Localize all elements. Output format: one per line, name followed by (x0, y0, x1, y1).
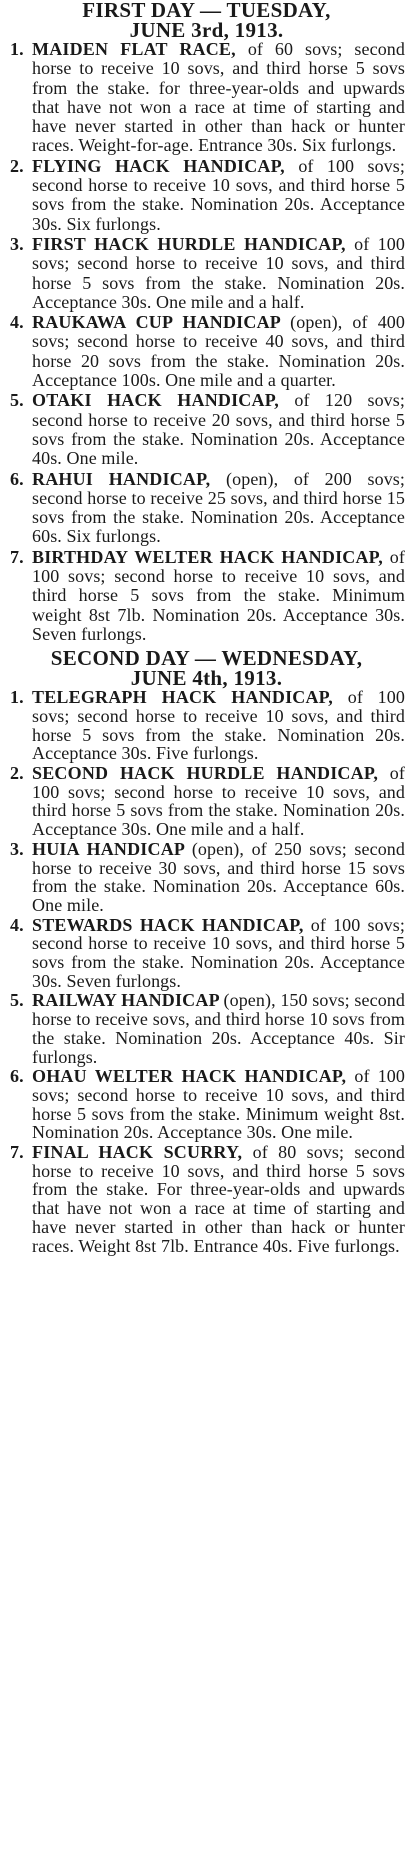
race-entry (8, 470, 405, 547)
race-entry (8, 40, 405, 156)
race-entry (8, 391, 405, 468)
day2-race-list (8, 688, 405, 1255)
race-number: 6. (10, 1066, 24, 1087)
race-title: HUIA HANDICAP (32, 838, 192, 859)
race-title: MAIDEN FLAT RACE, (32, 39, 248, 59)
race-conditions: of 120 sovs; second horse to receive 20 sovs, and third horse 5 sovs from the stake. Nomination 20s. Acceptance 40s. One mile. (32, 390, 405, 469)
race-conditions: of 100 sovs; second horse to receive 10 sovs, and third horse 5 sovs from the stake. Nomination 20s. Acceptance 30s. Six furlongs. (32, 155, 405, 234)
race-entry (8, 548, 405, 644)
race-number: 5. (10, 390, 24, 411)
race-title: SECOND HACK HURDLE HANDICAP, (32, 763, 390, 784)
race-entry (8, 235, 405, 312)
race-number: 4. (10, 312, 24, 333)
day2-heading-line2: JUNE 4th, 1913. (130, 666, 283, 691)
race-conditions: of 100 sovs; second horse to receive 10 sovs, and third horse 5 sovs from the stake. Nomination 20s. Acceptance 30s. Seven furlongs. (32, 914, 405, 991)
day1-heading-line1: FIRST DAY — TUESDAY, (82, 0, 331, 22)
race-number: 6. (10, 468, 24, 489)
race-conditions: (open), of 200 sovs; second horse to receive 25 sovs, and third horse 15 sovs from the stake. Nomination 20s. Acceptance 60s. Six furlongs. (32, 468, 406, 547)
race-entry (8, 916, 405, 991)
race-title: RAHUI HANDICAP, (32, 468, 227, 489)
race-conditions: of 60 sovs; second horse to receive 10 sovs, and third horse 5 sovs from the stake. for three-year-olds and upwards that have not won a race at time of starting and have never started in other than hack or hunter races. Weight-for-age. Entrance 30s. Six furlongs. (32, 39, 405, 156)
race-entry (8, 991, 405, 1066)
race-title: STEWARDS HACK HANDICAP, (32, 914, 311, 935)
race-conditions: of 100 sovs; second horse to receive 10 sovs, and third horse 5 sovs from the stake. Nomination 20s. Acceptance 30s. One mile and a half. (32, 763, 405, 840)
race-number: 1. (10, 687, 24, 708)
race-title: TELEGRAPH HACK HANDICAP, (32, 687, 348, 708)
day2-heading-line1: SECOND DAY — WEDNESDAY, (50, 646, 363, 671)
race-number: 2. (10, 763, 24, 784)
race-number: 7. (10, 1142, 24, 1163)
race-title: OTAKI HACK HANDICAP, (32, 390, 295, 411)
race-number: 3. (10, 233, 24, 254)
race-title: BIRTHDAY WELTER HACK HANDICAP, (32, 546, 390, 567)
race-conditions: (open), of 250 sovs; second horse to receive 30 sovs, and third horse 15 sovs from the stake. Nomination 20s. Acceptance 60s. One mile. (32, 838, 405, 915)
race-entry (8, 157, 405, 234)
day2-heading (8, 646, 405, 691)
race-entry (8, 688, 405, 763)
race-title: RAUKAWA CUP HANDICAP (32, 312, 291, 333)
race-title: OHAU WELTER HACK HANDICAP, (32, 1066, 355, 1087)
race-entry (8, 1143, 405, 1255)
race-number: 1. (10, 39, 24, 59)
race-number: 2. (10, 155, 24, 176)
race-title: FLYING HACK HANDICAP, (32, 155, 299, 176)
race-number: 4. (10, 914, 24, 935)
race-entry (8, 313, 405, 390)
day1-race-list (8, 40, 405, 644)
race-title: FINAL HACK SCURRY, (32, 1142, 253, 1163)
race-conditions: of 100 sovs; second horse to receive 10 sovs, and third horse 5 sovs from the stake. Minimum weight 8st. Nomination 20s. Acceptance 30s. One mile. (32, 1066, 405, 1143)
race-conditions: (open), 150 sovs; second horse to receive sovs, and third horse 10 sovs from the stake. Nomination 20s. Acceptance 40s. Sir furlongs. (32, 990, 405, 1067)
race-title: FIRST HACK HURDLE HANDICAP, (32, 233, 355, 254)
day1-heading (8, 0, 405, 40)
race-entry (8, 840, 405, 915)
race-title: RAILWAY HANDICAP (32, 990, 224, 1011)
race-conditions: of 100 sovs; second horse to receive 10 sovs, and third horse 5 sovs from the stake. Minimum weight 8st 7lb. Nomination 20s. Acceptance 30s. Seven furlongs. (32, 546, 405, 644)
race-number: 3. (10, 838, 24, 859)
race-conditions: (open), of 400 sovs; second horse to receive 40 sovs, and third horse 20 sovs from the stake. Nomination 20s. Acceptance 100s. One mile and a quarter. (32, 312, 406, 391)
race-conditions: of 80 sovs; second horse to receive 10 sovs, and third horse 5 sovs from the stake. For three-year-olds and upwards that have not won a race at time of starting and have never started in other than hack or hunter races. Weight 8st 7lb. Entrance 40s. Five furlongs. (32, 1142, 405, 1256)
race-conditions: of 100 sovs; second horse to receive 10 sovs, and third horse 5 sovs from the stake. Nomination 20s. Acceptance 30s. One mile and a half. (32, 233, 405, 312)
race-number: 7. (10, 546, 24, 567)
race-entry (8, 1067, 405, 1142)
race-entry (8, 764, 405, 839)
race-number: 5. (10, 990, 24, 1011)
race-conditions: of 100 sovs; second horse to receive 10 sovs, and third horse 5 sovs from the stake. Nomination 20s. Acceptance 30s. Five furlongs. (32, 687, 405, 764)
day1-heading-line2: JUNE 3rd, 1913. (129, 18, 284, 42)
